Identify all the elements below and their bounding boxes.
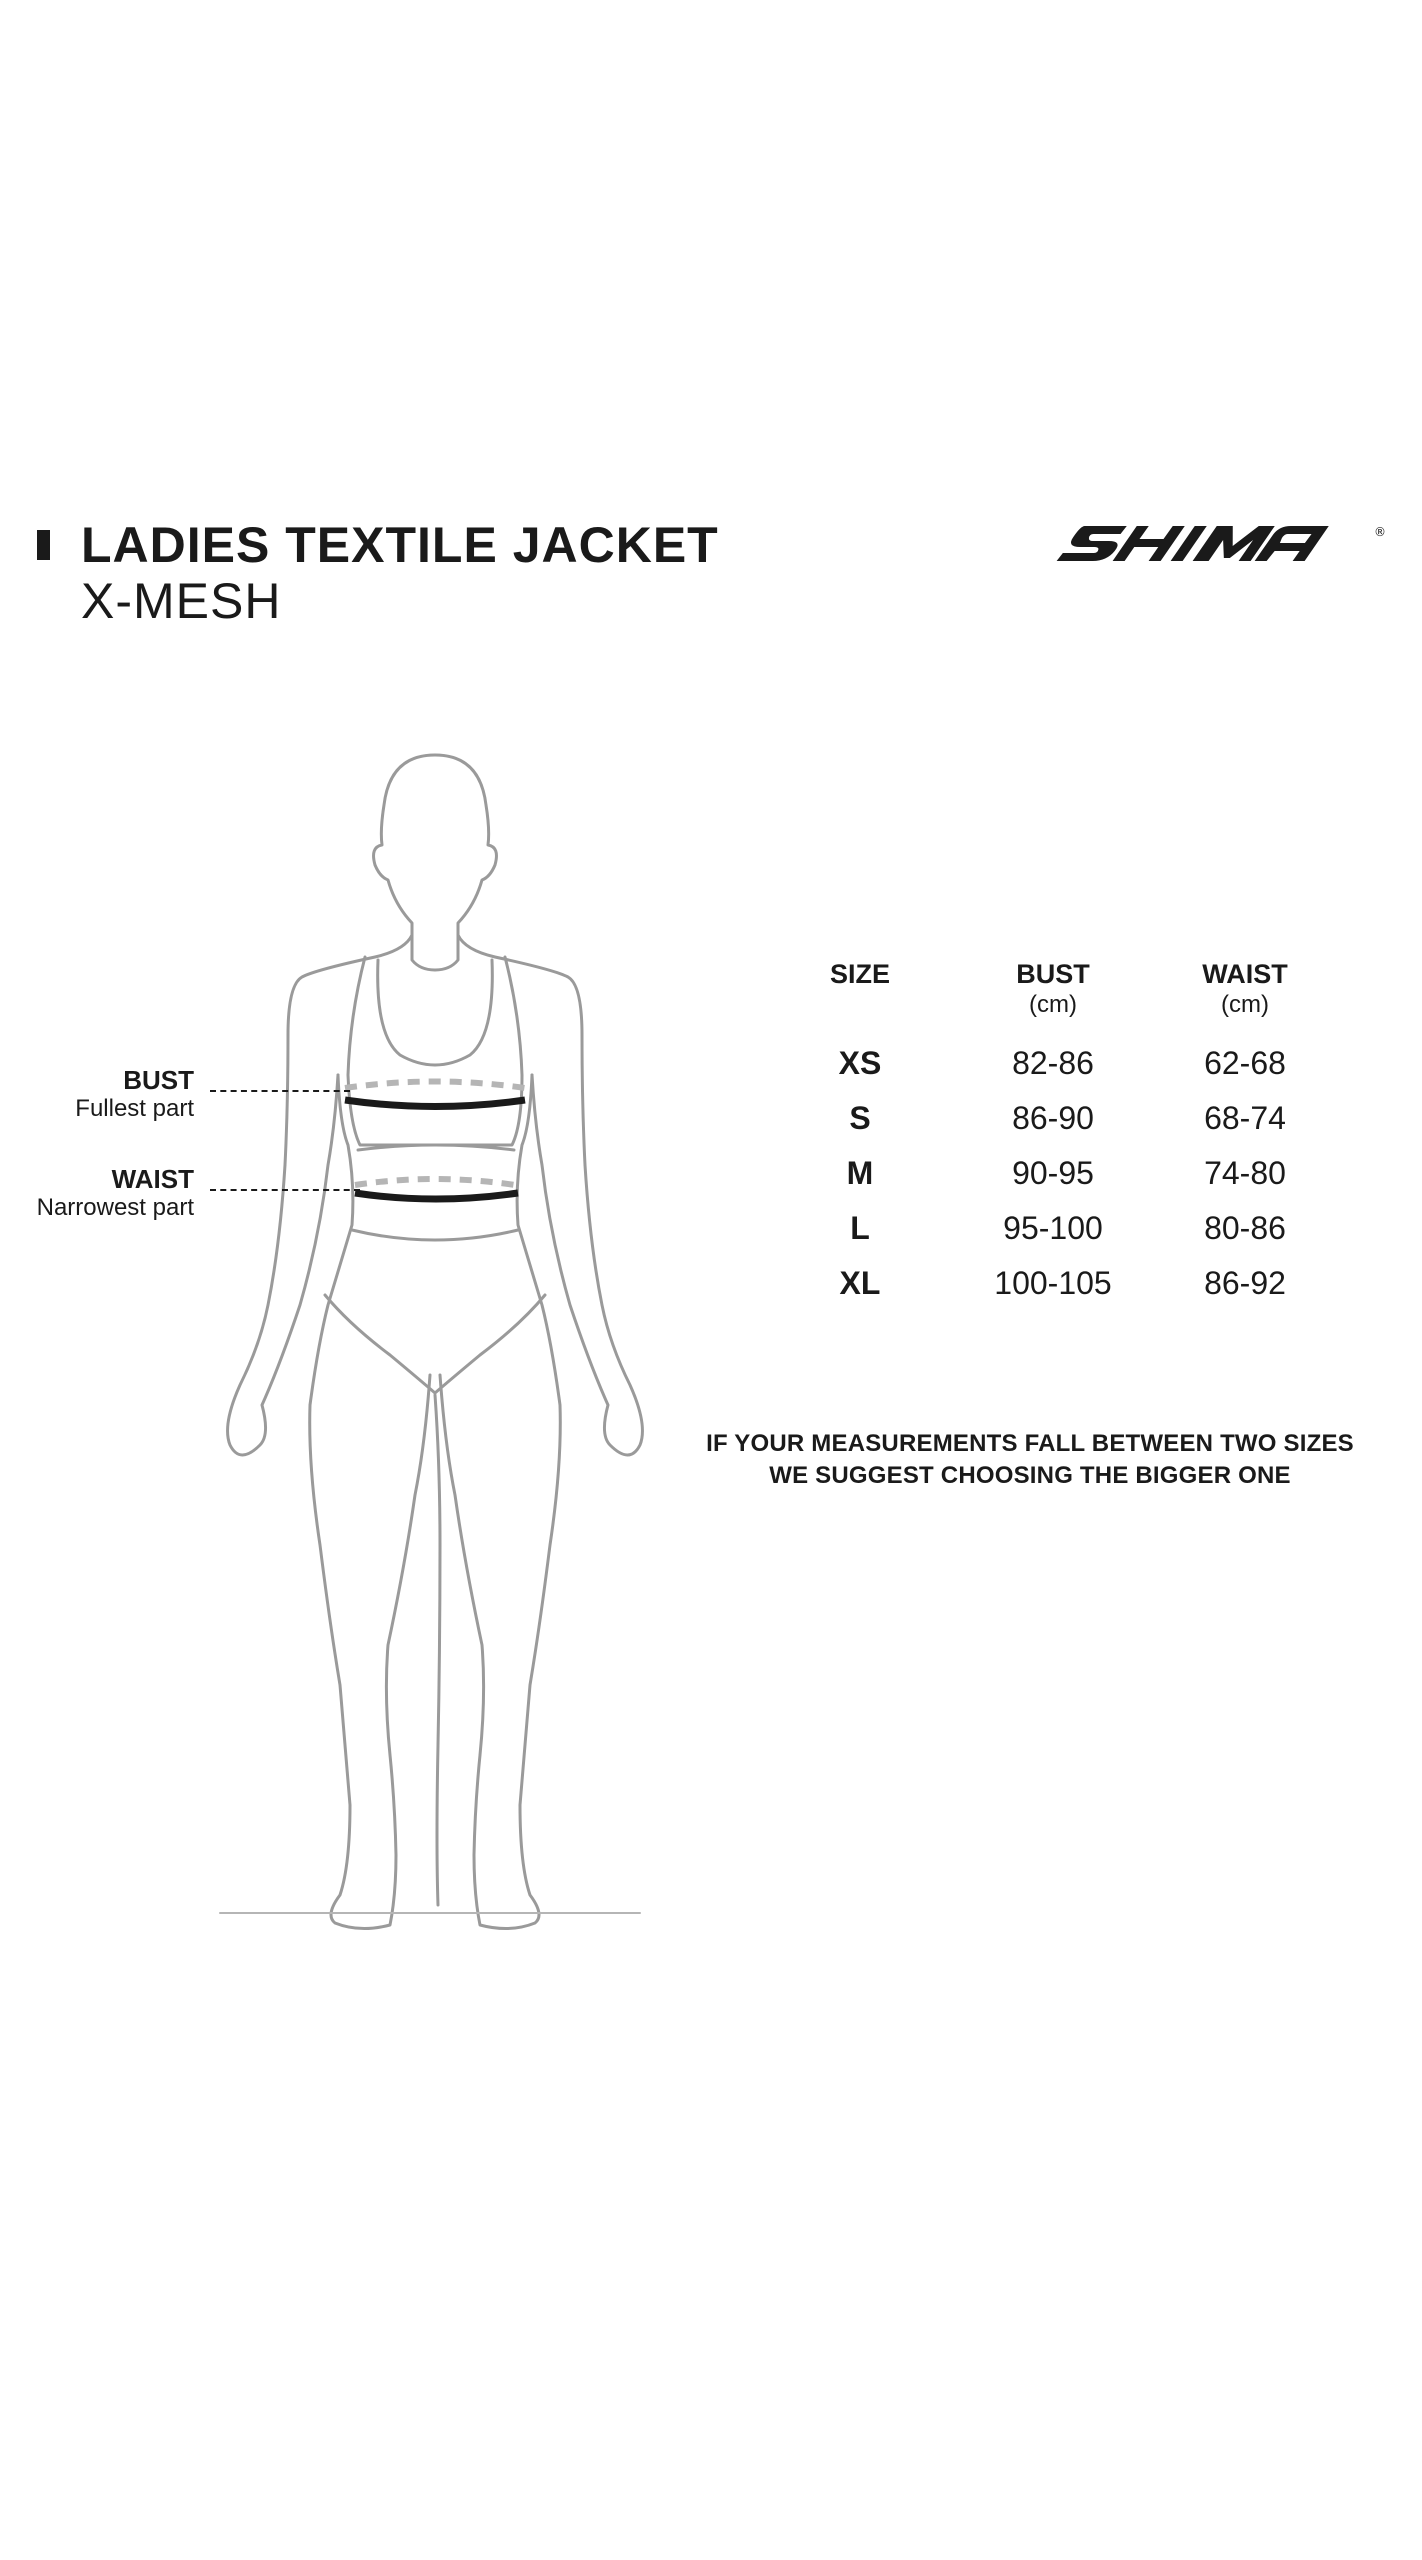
cell-size: XL — [839, 1265, 881, 1301]
cell-size: M — [846, 1155, 874, 1191]
cell-bust: 82-86 — [1012, 1045, 1094, 1081]
bust-measure-line — [345, 1100, 525, 1107]
registered-mark: ® — [1374, 525, 1386, 539]
waist-label: WAIST — [111, 1164, 194, 1194]
cell-size: S — [849, 1100, 871, 1136]
bra-straps — [348, 957, 522, 1145]
cell-bust: 90-95 — [1012, 1155, 1094, 1191]
head-outline — [374, 755, 497, 970]
header-size-label: SIZE — [829, 959, 890, 989]
body-figure — [200, 745, 660, 1970]
cell-size: L — [850, 1210, 870, 1246]
waist-callout-line — [210, 1189, 360, 1191]
bust-callout — [75, 1065, 194, 1123]
waist-measure-line — [355, 1193, 518, 1199]
waist-back-dashed — [355, 1179, 515, 1185]
header-waist-unit: (cm) — [1221, 991, 1269, 1018]
table-row — [780, 1093, 1300, 1143]
bust-description: Fullest part — [75, 1095, 194, 1122]
sizing-note-line-2: WE SUGGEST CHOOSING THE BIGGER ONE — [769, 1462, 1291, 1489]
cell-bust: 100-105 — [994, 1265, 1112, 1301]
waist-callout — [37, 1164, 194, 1222]
product-model: X-MESH — [81, 573, 282, 629]
header-waist-label: WAIST — [1202, 959, 1288, 989]
briefs-waistband — [352, 1230, 518, 1240]
header-size — [780, 958, 940, 990]
header-waist — [1165, 958, 1325, 1020]
cell-waist: 74-80 — [1204, 1155, 1286, 1191]
bust-back-dashed — [345, 1082, 525, 1089]
cell-bust: 95-100 — [1003, 1210, 1103, 1246]
title-bar-accent — [37, 530, 50, 560]
sizing-note — [690, 1428, 1370, 1492]
header-bust-unit: (cm) — [1029, 991, 1077, 1018]
bra-neckline — [378, 960, 493, 1065]
sizing-note-line-1: IF YOUR MEASUREMENTS FALL BETWEEN TWO SIZES — [706, 1430, 1354, 1457]
bust-callout-line — [210, 1090, 350, 1092]
header-bust — [973, 958, 1133, 1020]
table-row — [780, 1258, 1300, 1308]
waist-description: Narrowest part — [36, 1194, 194, 1221]
header-bust-label: BUST — [1016, 959, 1090, 989]
cell-waist: 62-68 — [1204, 1045, 1286, 1081]
table-row — [780, 1038, 1300, 1088]
shima-logo — [1048, 518, 1388, 568]
table-row — [780, 1148, 1300, 1198]
left-torso-leg-outline — [310, 1075, 430, 1929]
cell-bust: 86-90 — [1012, 1100, 1094, 1136]
cell-waist: 68-74 — [1204, 1100, 1286, 1136]
inner-leg-line — [435, 1395, 440, 1905]
cell-size: XS — [838, 1045, 882, 1081]
cell-waist: 86-92 — [1204, 1265, 1286, 1301]
cell-waist: 80-86 — [1204, 1210, 1286, 1246]
right-torso-leg-outline — [440, 1075, 560, 1929]
table-row — [780, 1203, 1300, 1253]
page-title: LADIES TEXTILE JACKET — [81, 517, 719, 573]
bust-label: BUST — [123, 1065, 194, 1095]
briefs-leg-opening — [325, 1295, 545, 1393]
